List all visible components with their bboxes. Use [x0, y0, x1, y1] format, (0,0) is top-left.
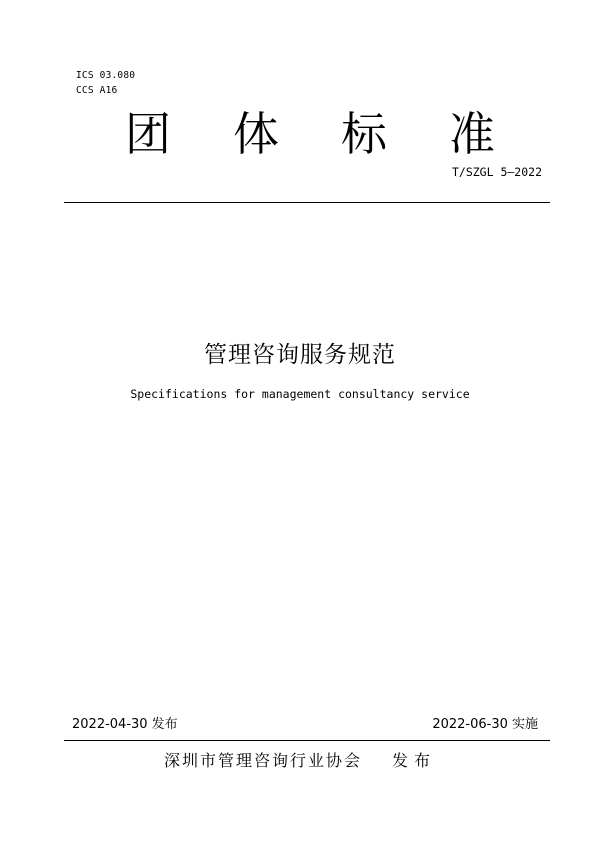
issuer-action: 发布 — [392, 751, 437, 770]
publish-date: 2022-04-30 发布 — [72, 717, 178, 732]
ccs-code: CCS A16 — [76, 85, 118, 96]
ics-code: ICS 03.080 — [76, 70, 136, 81]
implementation-date: 2022-06-30 实施 — [432, 717, 538, 732]
document-type-char: 团 — [125, 107, 171, 161]
document-title-chinese: 管理咨询服务规范 — [204, 342, 396, 368]
document-title-english: Specifications for management consultancy service — [130, 387, 470, 401]
document-type-char: 标 — [341, 107, 387, 161]
document-type-heading — [125, 106, 495, 162]
document-type-char: 体 — [233, 107, 279, 161]
document-type-char: 准 — [449, 107, 495, 161]
issuer-name: 深圳市管理咨询行业协会 — [163, 751, 362, 770]
header-divider — [64, 202, 550, 203]
footer-divider — [64, 740, 550, 741]
issuer-line — [0, 750, 600, 772]
standard-number: T/SZGL 5—2022 — [451, 165, 542, 179]
